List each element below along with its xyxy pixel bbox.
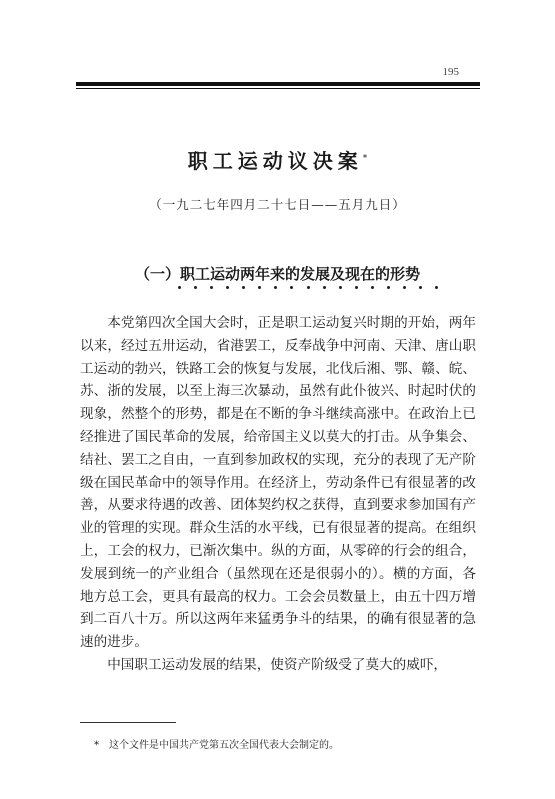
date-range: （一九二七年四月二十七日——五月九日） xyxy=(149,197,406,212)
emphasis-dot xyxy=(403,286,406,289)
emphasis-dot xyxy=(290,286,293,289)
emphasis-dot xyxy=(194,286,197,289)
footnote-rule xyxy=(80,722,176,723)
header-rule-thin xyxy=(76,88,480,89)
footnote-mark: * xyxy=(94,740,99,751)
emphasis-dot xyxy=(419,286,422,289)
paragraph: 本党第四次全国大会时，正是职工运动复兴时期的开始，两年以来，经过五卅运动，省港罢工，反奉战争中河南、天津、唐山职工运动的勃兴，铁路工会的恢复与发展，北伐后湘、鄂、赣、皖、苏、浙的发展，以至上海三次暴动，虽然有此仆彼兴、时起时伏的现象，然整个的形势，都是在不断的争斗继续高涨中。在政治上已经推进了国民革命的发展，给帝国主义以莫大的打击。从争集会、结社、罢工之自由，一直到参加政权的实现，充分的表现了无产阶级在国民革命中的领导作用。在经济上，劳动条件已有很显著的改善，从要求待遇的改善、团体契约权之获得，直到要求参加国有产业的管理的实现。群众生活的水平线，已有很显著的提高。在组织上，工会的权力，已渐次集中。纵的方面，从零碎的行会的组合，发展到统一的产业组合（虽然现在还是很弱小的）。横的方面，各地方总工会，更具有最高的权力。工会会员数量上，由五十四万增到二百八十万。所以这两年来猛勇争斗的结果，的确有很显著的急速的进步。 xyxy=(80,315,476,651)
emphasis-dot xyxy=(323,286,326,289)
emphasis-dot xyxy=(339,286,342,289)
footnote-text: 这个文件是中国共产党第五次全国代表大会制定的。 xyxy=(109,740,339,751)
page-number: 195 xyxy=(442,66,459,78)
emphasis-dots xyxy=(178,286,438,289)
emphasis-dot xyxy=(258,286,261,289)
title-footnote-mark: * xyxy=(362,153,368,164)
emphasis-dot xyxy=(274,286,277,289)
section-heading: （一）职工运动两年来的发展及现在的形势 xyxy=(134,265,420,283)
emphasis-dot xyxy=(355,286,358,289)
emphasis-dot xyxy=(226,286,229,289)
title-text: 职工运动议决案 xyxy=(187,149,363,173)
emphasis-dot xyxy=(387,286,390,289)
paragraph: 中国职工运动发展的结果，使资产阶级受了莫大的威吓， xyxy=(107,656,448,673)
emphasis-dot xyxy=(371,286,374,289)
header-rule-thick xyxy=(76,82,480,86)
emphasis-dot xyxy=(210,286,213,289)
emphasis-dot xyxy=(178,286,181,289)
body-text xyxy=(80,312,476,677)
footnote xyxy=(94,736,339,751)
emphasis-dot xyxy=(307,286,310,289)
document-title xyxy=(0,145,555,174)
emphasis-dot xyxy=(242,286,245,289)
emphasis-dot xyxy=(435,286,438,289)
